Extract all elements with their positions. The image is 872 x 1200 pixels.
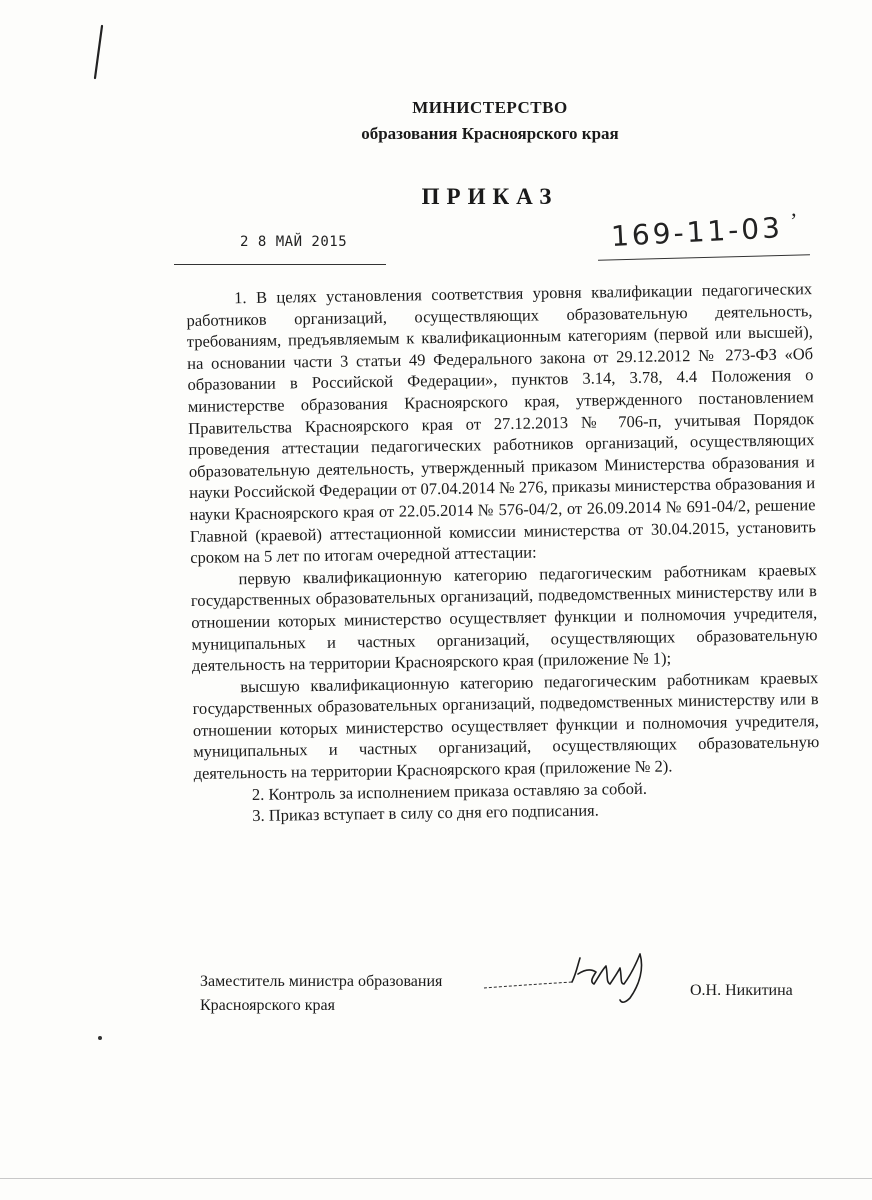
order-number: 169-11-03 bbox=[610, 211, 784, 253]
signer-position bbox=[200, 970, 500, 1018]
signer-position-line1: Заместитель министра образования bbox=[200, 973, 443, 990]
scan-speck bbox=[98, 1036, 102, 1040]
paragraph-control: 2. Контроль за исполнением приказа оставляю за собой. bbox=[251, 778, 647, 804]
signer-position-line2: Красноярского края bbox=[200, 997, 335, 1014]
paragraph-effective: 3. Приказ вступает в силу со дня его подписания. bbox=[252, 800, 599, 826]
ministry-subtitle: образования Красноярского края bbox=[361, 124, 619, 143]
paragraph-main: 1. В целях установления соответствия уровня квалификации педагогических работников организаций, осуществляющих образовательную деятельность, требованиям, предъявляемым к квалификационным категориям (первой или высшей), на основании части 3 статьи 49 Федерального закона от 29.12.2012 № 273-ФЗ «Об образовании в Российской Федерации», пунктов 3.14, 3.78, 4.4 Положения о министерстве образования Красноярского края, утвержденного постановлением Правительства Красноярского края от 27.12.2013 № 706-п, учитывая Порядок проведения аттестации педагогических работников организаций, осуществляющих образовательную деятельность, утвержденный приказом Министерства образования и науки Российской Федерации от 07.04.2014 № 276, приказы министерства образования и науки Красноярского края от 22.05.2014 № 576-04/2, от 26.09.2014 № 691-04/2, решение Главной (краевой) аттестационной комиссии министерства от 30.04.2015, установить сроком на 5 лет по итогам очередной аттестации: bbox=[186, 279, 816, 568]
paragraph-first-category: первую квалификационную категорию педагогическим работникам краевых государственных образовательных организаций, подведомственных министерству или в отношении которых министерство осуществляет функции и полномочия учредителя, муниципальных и частных организаций, осуществляющих образовательную деятельность на территории Красноярского края (приложение № 1); bbox=[190, 559, 818, 676]
order-body bbox=[186, 278, 820, 828]
signature-icon bbox=[480, 944, 670, 1014]
tick-mark: ’ bbox=[790, 208, 798, 233]
order-date: 2 8 МАЙ 2015 bbox=[240, 234, 348, 250]
handwritten-mark-icon bbox=[86, 22, 110, 82]
signer-name: О.Н. Никитина bbox=[690, 982, 793, 999]
scan-edge bbox=[0, 1178, 872, 1179]
order-title: ПРИКАЗ bbox=[421, 184, 559, 209]
date-underline bbox=[174, 264, 386, 265]
number-underline bbox=[598, 254, 810, 261]
paragraph-highest-category: высшую квалификационную категорию педагогическим работникам краевых государственных образовательных организаций, подведомственных министерству или в отношении которых министерство осуществляет функции и полномочия учредителя, муниципальных и частных организаций, осуществляющих образовательную деятельность на территории Красноярского края (приложение № 2). bbox=[192, 667, 820, 784]
ministry-title: МИНИСТЕРСТВО bbox=[412, 98, 568, 117]
